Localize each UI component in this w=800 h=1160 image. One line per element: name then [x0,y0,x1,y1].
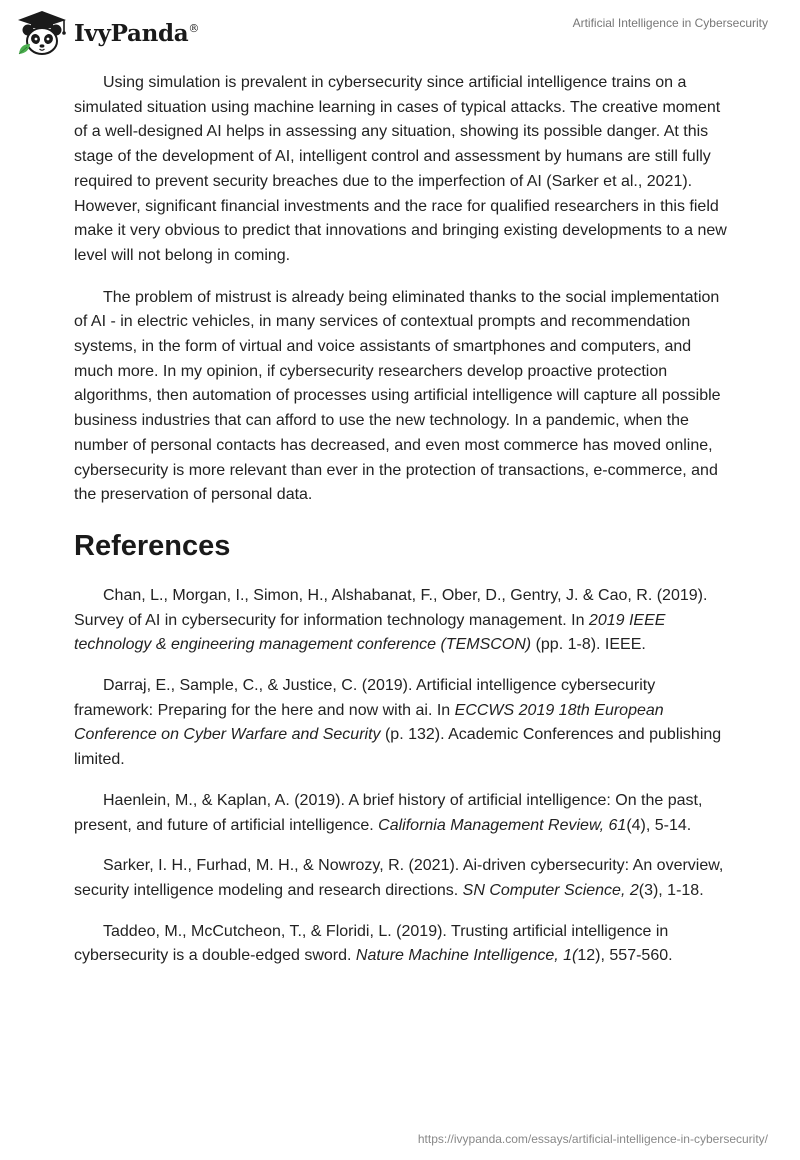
essay-content [74,71,734,985]
body-paragraph: The problem of mistrust is already being eliminated thanks to the social implementation of AI - in electric vehicles, in many services of contextual prompts and recommendation systems, in the form of virtual and voice assistants of smartphones and computers, and much more. In my opinion, if cybersecurity researchers develop proactive protection algorithms, then automation of processes using artificial intelligence will capture all possible business industries that can afford to use the new technology. In a pandemic, when the number of personal contacts has decreased, and even most commerce has moved online, cybersecurity is more relevant than ever in the protection of transactions, e-commerce, and the preservation of personal data. [74,288,721,504]
document-title: Artificial Intelligence in Cybersecurity [572,16,768,30]
page-header [0,0,800,70]
panda-graduate-icon [14,8,70,58]
references-heading: References [74,529,231,562]
registered-mark: ® [188,21,200,35]
ivypanda-logo[interactable] [14,8,199,58]
reference-item: Chan, L., Morgan, I., Simon, H., Alshabanat, F., Ober, D., Gentry, J. & Cao, R. (2019). Survey of AI in cybersecurity for information technology management. In 2019 IEEE technology & engineering management conference (TEMSCON) (pp. 1-8). IEEE. [74,586,708,654]
body-paragraph: Using simulation is prevalent in cybersecurity since artificial intelligence trains on a simulated situation using machine learning in cases of typical attacks. The creative moment of a well-designed AI helps in assessing any situation, showing its possible danger. At this stage of the development of AI, intelligent control and assessment by humans are still fully required to prevent security breaches due to the imperfection of AI (Sarker et al., 2021). However, significant financial investments and the race for qualified researchers in this field make it very obvious to predict that innovations and bringing existing developments to a new level will not belong in coming. [74,74,727,264]
reference-item: Darraj, E., Sample, C., & Justice, C. (2019). Artificial intelligence cybersecurity framework: Preparing for the here and now with ai. In ECCWS 2019 18th European Conference on Cyber Warfare and Security (p. 132). Academic Conferences and publishing limited. [74,677,722,769]
source-url[interactable]: https://ivypanda.com/essays/artificial-intelligence-in-cybersecurity/ [417,1132,768,1146]
logo-wordmark: IvyPanda® [74,19,200,47]
reference-item: Sarker, I. H., Furhad, M. H., & Nowrozy, R. (2021). Ai-driven cybersecurity: An overview, security intelligence modeling and research directions. SN Computer Science, 2(3), 1-18. [74,857,724,899]
reference-item: Taddeo, M., McCutcheon, T., & Floridi, L. (2019). Trusting artificial intelligence in cybersecurity is a double-edged sword. Nature Machine Intelligence, 1(12), 557-560. [74,922,673,965]
reference-item: Haenlein, M., & Kaplan, A. (2019). A brief history of artificial intelligence: On the past, present, and future of artificial intelligence. California Management Review, 61(4), 5-14. [74,791,703,834]
